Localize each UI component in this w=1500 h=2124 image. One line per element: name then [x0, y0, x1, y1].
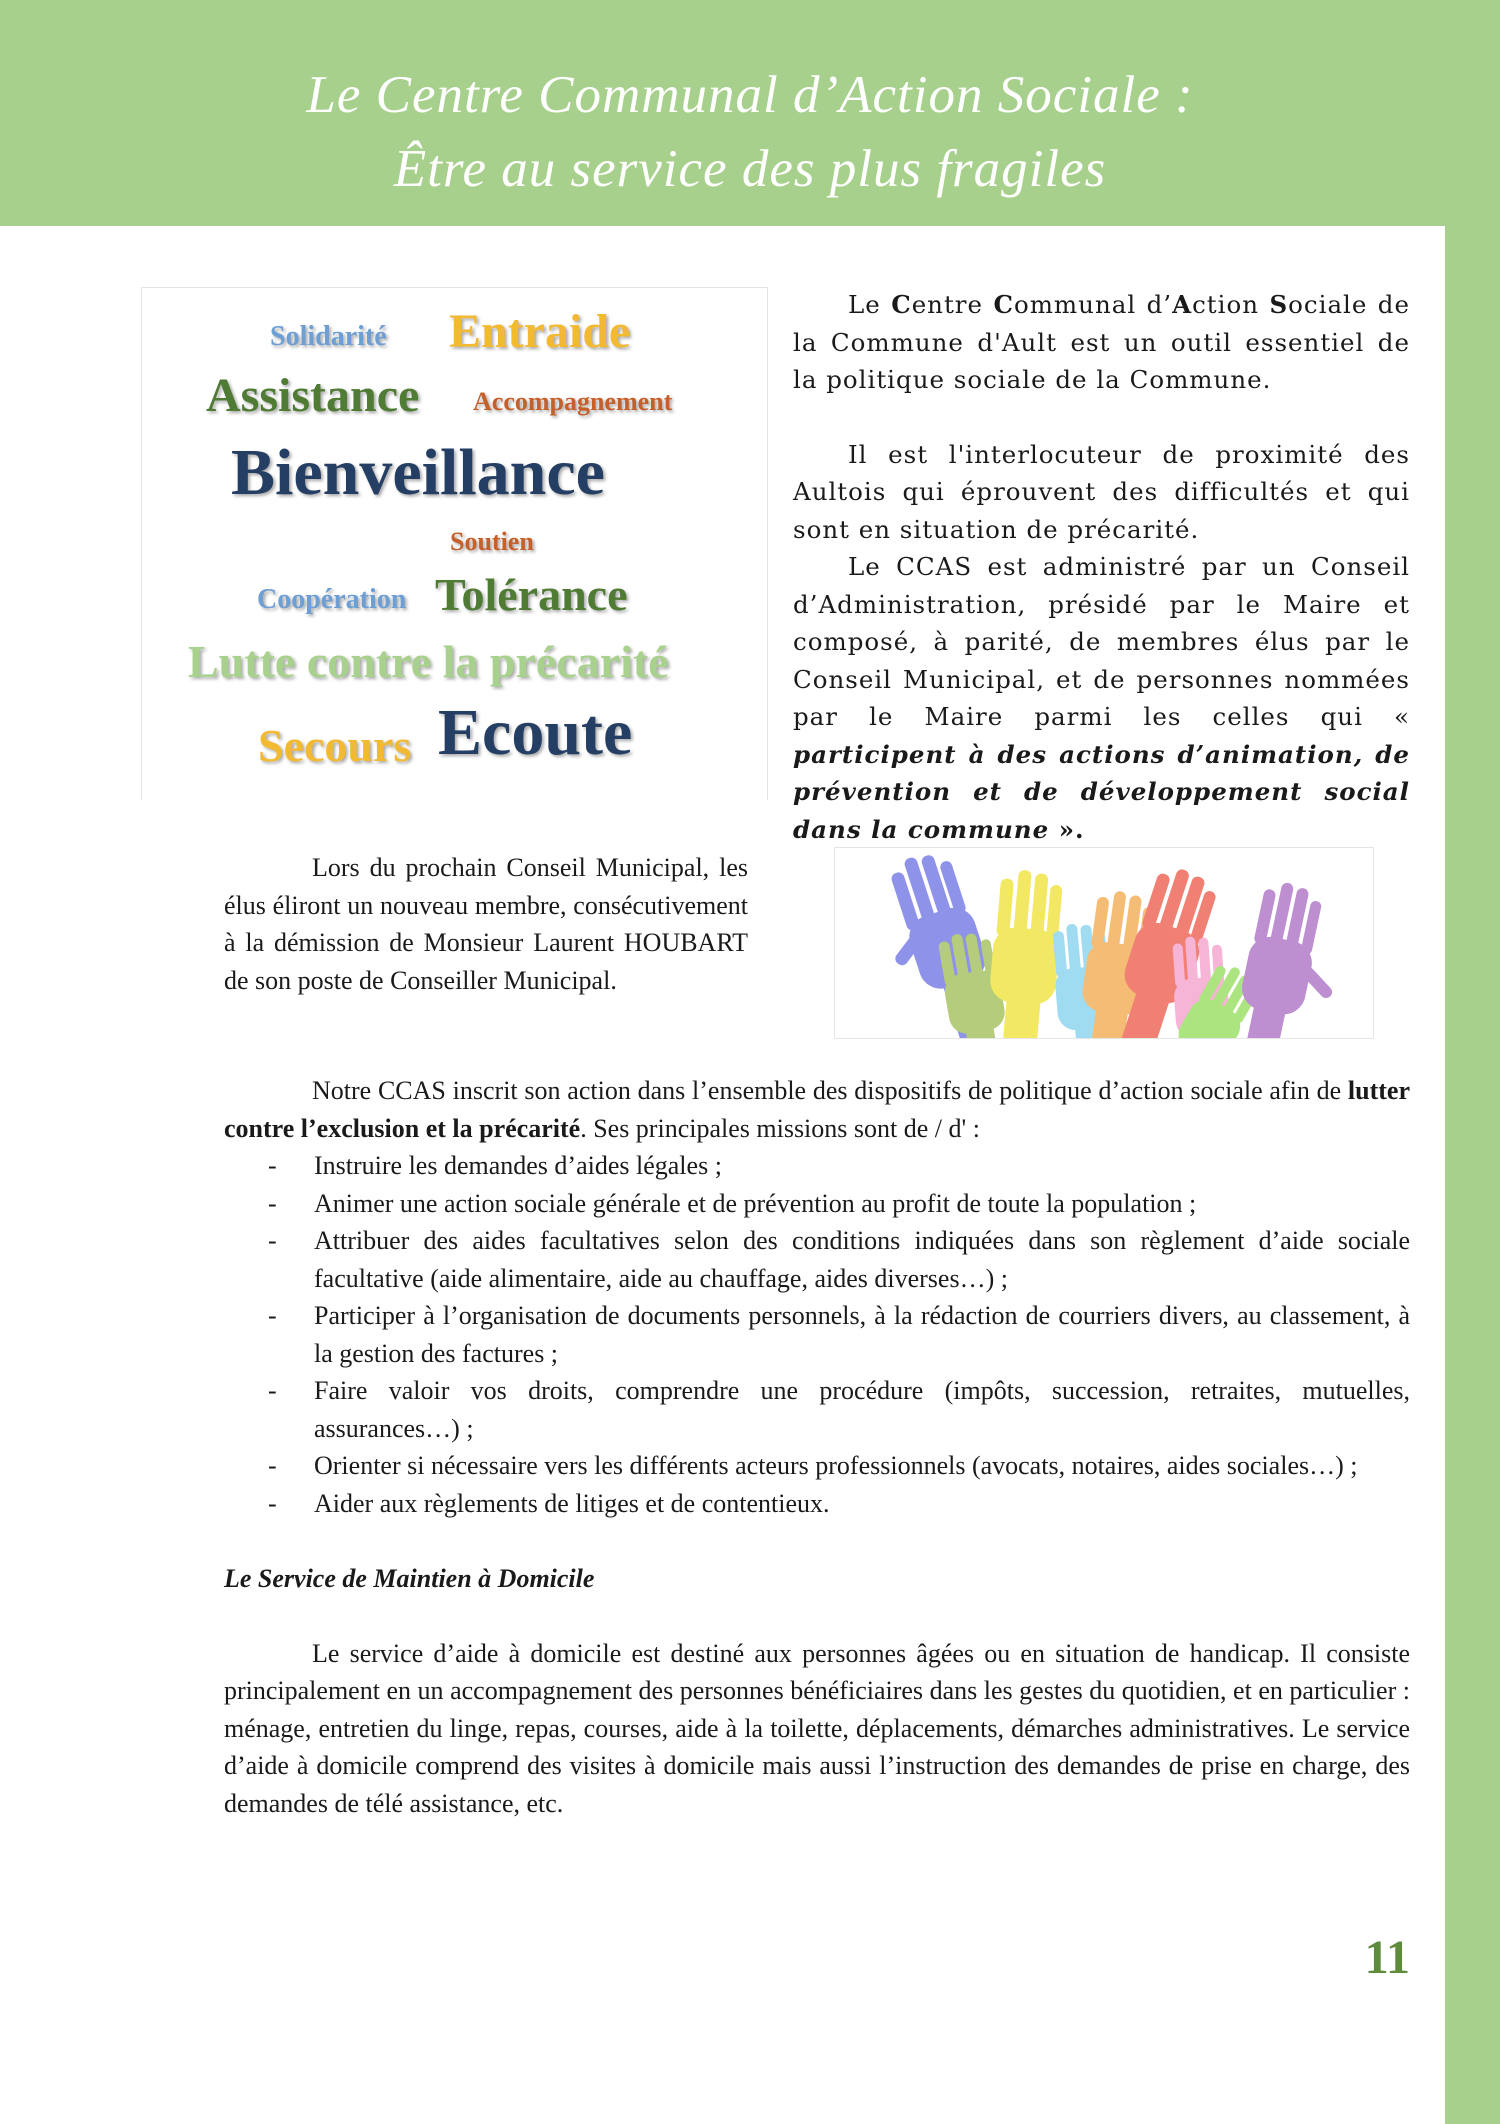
intro-p1-lead: Le	[848, 290, 892, 319]
list-item-text: Orienter si nécessaire vers les différents acteurs professionnels (avocats, notaires, aides sociales…) ;	[314, 1451, 1358, 1480]
page-title	[0, 58, 1500, 206]
intro-p1-rest: ociale de la Commune d'Ault est un outil essentiel de la politique sociale de la Commune.	[793, 290, 1410, 394]
intro-p1-ction: ction	[1192, 290, 1270, 319]
intro-p1-c2: C	[993, 290, 1014, 319]
list-dash: -	[268, 1226, 277, 1255]
list-item-text: Attribuer des aides facultatives selon des conditions indiquées dans son règlement d’aide sociale facultative (aide alimentaire, aide au chauffage, aides diverses…) ;	[314, 1226, 1410, 1293]
word-assistance: Assistance	[206, 369, 420, 422]
list-item-text: Faire valoir vos droits, comprendre une procédure (impôts, succession, retraites, mutuelles, assurances…) ;	[314, 1376, 1410, 1443]
word-cooperation: Coopération	[257, 584, 407, 615]
list-item	[224, 1297, 1410, 1372]
word-accompagnement: Accompagnement	[473, 387, 673, 416]
intro-p1-a: A	[1172, 290, 1193, 319]
intro-p3-end: ».	[1049, 814, 1085, 844]
missions-intro-start: Notre CCAS inscrit son action dans l’ensemble des dispositifs de politique d’action sociale afin de	[312, 1076, 1348, 1105]
word-cloud-image	[141, 287, 768, 800]
intro-p1-s: S	[1269, 290, 1289, 319]
list-item-text: Aider aux règlements de litiges et de contentieux.	[314, 1488, 830, 1518]
word-lutte-contre-la-precarite: Lutte contre la précarité	[188, 636, 669, 687]
list-item	[224, 1222, 1410, 1297]
list-item	[224, 1485, 1410, 1523]
raised-hands-drawing	[835, 848, 1373, 1038]
intro-p1-c: C	[891, 290, 912, 319]
word-ecoute: Ecoute	[438, 696, 633, 769]
list-dash: -	[268, 1188, 277, 1218]
side-bar	[1445, 226, 1500, 2124]
list-item-text: Participer à l’organisation de documents personnels, à la rédaction de courriers divers, au classement, à la gestion des factures ;	[314, 1301, 1410, 1368]
service-paragraph: Le service d’aide à domicile est destiné aux personnes âgées ou en situation de handicap. Il consiste principalement en un accompagnement des personnes bénéficiaires dans les gestes du quotidien, et en particulier : ménage, entretien du linge, repas, courses, aide à la toilette, déplacements, démarches administratives. Le service d’aide à domicile comprend des visites à domicile mais aussi l’instruction des demandes de prise en charge, des demandes de télé assistance, etc.	[224, 1638, 1410, 1818]
list-dash: -	[268, 1376, 277, 1405]
word-tolerance: Tolérance	[435, 569, 628, 620]
council-text: Lors du prochain Conseil Municipal, les élus éliront un nouveau membre, consécutivement à la démission de Monsieur Laurent HOUBART de son poste de Conseiller Municipal.	[224, 853, 748, 995]
list-item-text: Animer une action sociale générale et de prévention au profit de toute la population ;	[314, 1188, 1197, 1218]
intro-p1-ommunal: ommunal d’	[1013, 290, 1173, 319]
intro-p1-entre: entre	[911, 290, 994, 319]
raised-hands-image	[834, 847, 1374, 1039]
intro-text	[793, 286, 1410, 848]
list-item	[224, 1147, 1410, 1185]
list-item-text: Instruire les demandes d’aides légales ;	[314, 1151, 722, 1180]
page-title-line-1: Le Centre Communal d’Action Sociale :	[306, 66, 1194, 124]
council-paragraph	[224, 849, 748, 999]
list-dash: -	[268, 1151, 277, 1180]
word-bienveillance: Bienveillance	[231, 436, 605, 509]
list-item	[224, 1185, 1410, 1223]
list-dash: -	[268, 1451, 277, 1480]
intro-p3-quote: participent à des actions d’animation, de prévention et de développement social dans la commune	[793, 739, 1410, 844]
word-entraide: Entraide	[449, 305, 631, 358]
page-number: 11	[1364, 1931, 1410, 1984]
page-title-line-2: Être au service des plus fragiles	[393, 140, 1107, 198]
word-solidarite: Solidarité	[270, 321, 387, 352]
missions-section	[224, 1072, 1410, 1822]
missions-intro	[224, 1072, 1410, 1147]
intro-paragraph-2: Il est l'interlocuteur de proximité des Aultois qui éprouvent des difficultés et qui sont en situation de précarité.	[793, 439, 1410, 544]
word-soutien: Soutien	[450, 527, 534, 556]
missions-intro-bold: lutter contre l’exclusion et la précarité	[224, 1076, 1410, 1143]
list-item	[224, 1447, 1410, 1485]
list-dash: -	[268, 1488, 277, 1518]
missions-list	[224, 1147, 1410, 1522]
list-dash: -	[268, 1301, 277, 1330]
list-item	[224, 1372, 1410, 1447]
service-section-title: Le Service de Maintien à Domicile	[224, 1563, 595, 1593]
intro-paragraph-1	[793, 286, 1410, 399]
intro-paragraph-3	[793, 548, 1410, 848]
intro-p3-text: Le CCAS est administré par un Conseil d’Administration, présidé par le Maire et composé, à parité, de membres élus par le Conseil Municipal, et de personnes nommées par le Maire parmi les celles qui «	[793, 552, 1410, 731]
missions-intro-end: . Ses principales missions sont de / d' :	[580, 1113, 980, 1143]
word-secours: Secours	[258, 720, 412, 771]
